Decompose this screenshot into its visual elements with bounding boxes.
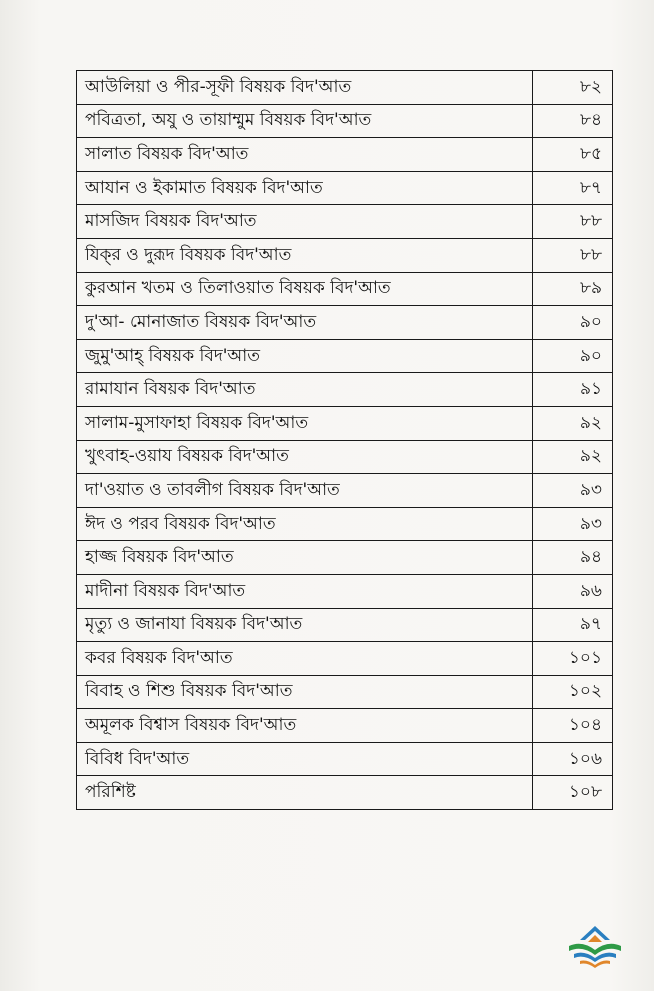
toc-entry-title: সালাম-মুসাফাহা বিষয়ক বিদ'আত [77, 406, 533, 440]
toc-entry-title: বিবিধ বিদ'আত [77, 742, 533, 776]
toc-entry-page: ৮৮ [533, 205, 613, 239]
toc-row [77, 675, 613, 709]
toc-entry-title: পরিশিষ্ট [77, 776, 533, 810]
toc-row [77, 238, 613, 272]
toc-row [77, 742, 613, 776]
toc-entry-title: ঈদ ও পরব বিষয়ক বিদ'আত [77, 507, 533, 541]
toc-entry-page: ১০১ [533, 642, 613, 676]
toc-entry-title: হাজ্জ বিষয়ক বিদ'আত [77, 541, 533, 575]
table-of-contents [76, 70, 613, 810]
toc-row [77, 339, 613, 373]
toc-entry-title: দা'ওয়াত ও তাবলীগ বিষয়ক বিদ'আত [77, 474, 533, 508]
toc-row [77, 709, 613, 743]
toc-entry-title: জুমু'আহ্‌ বিষয়ক বিদ'আত [77, 339, 533, 373]
toc-entry-title: আযান ও ইকামাত বিষয়ক বিদ'আত [77, 171, 533, 205]
toc-entry-page: ১০২ [533, 675, 613, 709]
toc-row [77, 541, 613, 575]
toc-entry-title: রামাযান বিষয়ক বিদ'আত [77, 373, 533, 407]
toc-row [77, 71, 613, 105]
toc-entry-page: ১০৪ [533, 709, 613, 743]
toc-row [77, 406, 613, 440]
toc-row [77, 642, 613, 676]
toc-row [77, 373, 613, 407]
toc-entry-page: ৯২ [533, 406, 613, 440]
toc-row [77, 507, 613, 541]
toc-entry-page: ৮৪ [533, 104, 613, 138]
toc-entry-page: ৯২ [533, 440, 613, 474]
toc-entry-page: ৮৫ [533, 138, 613, 172]
toc-entry-page: ৮৯ [533, 272, 613, 306]
toc-entry-title: মৃত্যু ও জানাযা বিষয়ক বিদ'আত [77, 608, 533, 642]
toc-entry-title: আউলিয়া ও পীর-সূফী বিষয়ক বিদ'আত [77, 71, 533, 105]
toc-row [77, 474, 613, 508]
toc-entry-page: ৯৪ [533, 541, 613, 575]
toc-entry-page: ৮২ [533, 71, 613, 105]
toc-entry-title: মাসজিদ বিষয়ক বিদ'আত [77, 205, 533, 239]
toc-row [77, 205, 613, 239]
toc-entry-title: সালাত বিষয়ক বিদ'আত [77, 138, 533, 172]
toc-entry-page: ৯৩ [533, 474, 613, 508]
toc-row [77, 272, 613, 306]
open-book-logo-icon [566, 924, 624, 970]
toc-entry-page: ৯০ [533, 339, 613, 373]
toc-row [77, 138, 613, 172]
toc-entry-title: অমূলক বিশ্বাস বিষয়ক বিদ'আত [77, 709, 533, 743]
toc-entry-title: দু'আ- মোনাজাত বিষয়ক বিদ'আত [77, 306, 533, 340]
toc-entry-title: পবিত্রতা, অযু ও তায়াম্মুম বিষয়ক বিদ'আত [77, 104, 533, 138]
toc-row [77, 440, 613, 474]
toc-body [77, 71, 613, 810]
toc-entry-page: ৯০ [533, 306, 613, 340]
toc-entry-page: ৮৮ [533, 238, 613, 272]
toc-entry-page: ১০৬ [533, 742, 613, 776]
toc-entry-page: ৯৭ [533, 608, 613, 642]
toc-entry-title: বিবাহ ও শিশু বিষয়ক বিদ'আত [77, 675, 533, 709]
toc-entry-page: ৯৬ [533, 574, 613, 608]
toc-entry-page: ৯১ [533, 373, 613, 407]
toc-row [77, 608, 613, 642]
toc-row [77, 104, 613, 138]
toc-entry-title: কবর বিষয়ক বিদ'আত [77, 642, 533, 676]
toc-entry-page: ৯৩ [533, 507, 613, 541]
toc-entry-page: ১০৮ [533, 776, 613, 810]
toc-row [77, 306, 613, 340]
toc-entry-title: যিক্‌র ও দুরূদ বিষয়ক বিদ'আত [77, 238, 533, 272]
toc-entry-title: কুরআন খতম ও তিলাওয়াত বিষয়ক বিদ'আত [77, 272, 533, 306]
toc-entry-title: খুৎবাহ-ওয়ায বিষয়ক বিদ'আত [77, 440, 533, 474]
toc-entry-title: মাদীনা বিষয়ক বিদ'আত [77, 574, 533, 608]
toc-entry-page: ৮৭ [533, 171, 613, 205]
toc-row [77, 776, 613, 810]
toc-row [77, 171, 613, 205]
toc-row [77, 574, 613, 608]
